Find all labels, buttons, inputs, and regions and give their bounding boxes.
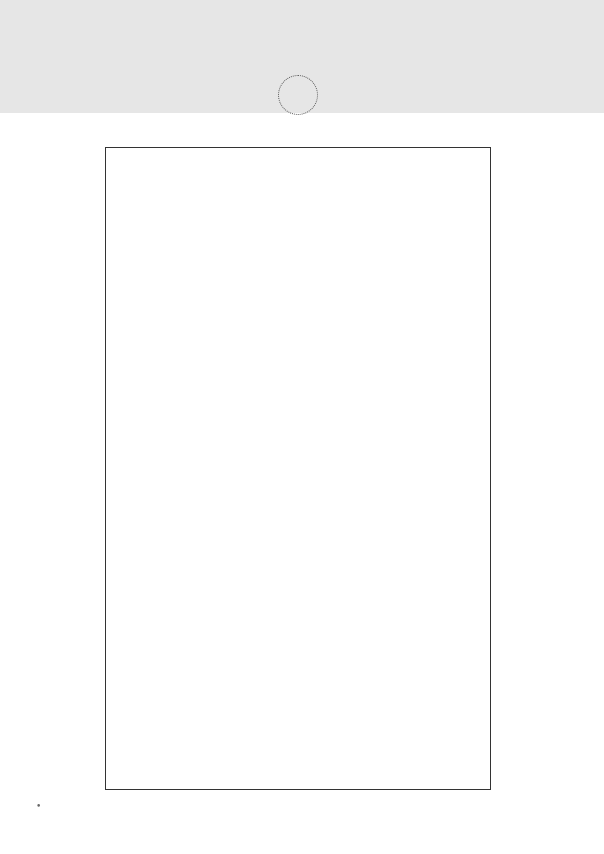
page-number <box>36 798 47 813</box>
practice-grid <box>105 147 491 790</box>
title-row <box>0 72 604 118</box>
page-bullet-icon: • <box>36 802 42 812</box>
lesson-number-badge <box>278 75 318 115</box>
